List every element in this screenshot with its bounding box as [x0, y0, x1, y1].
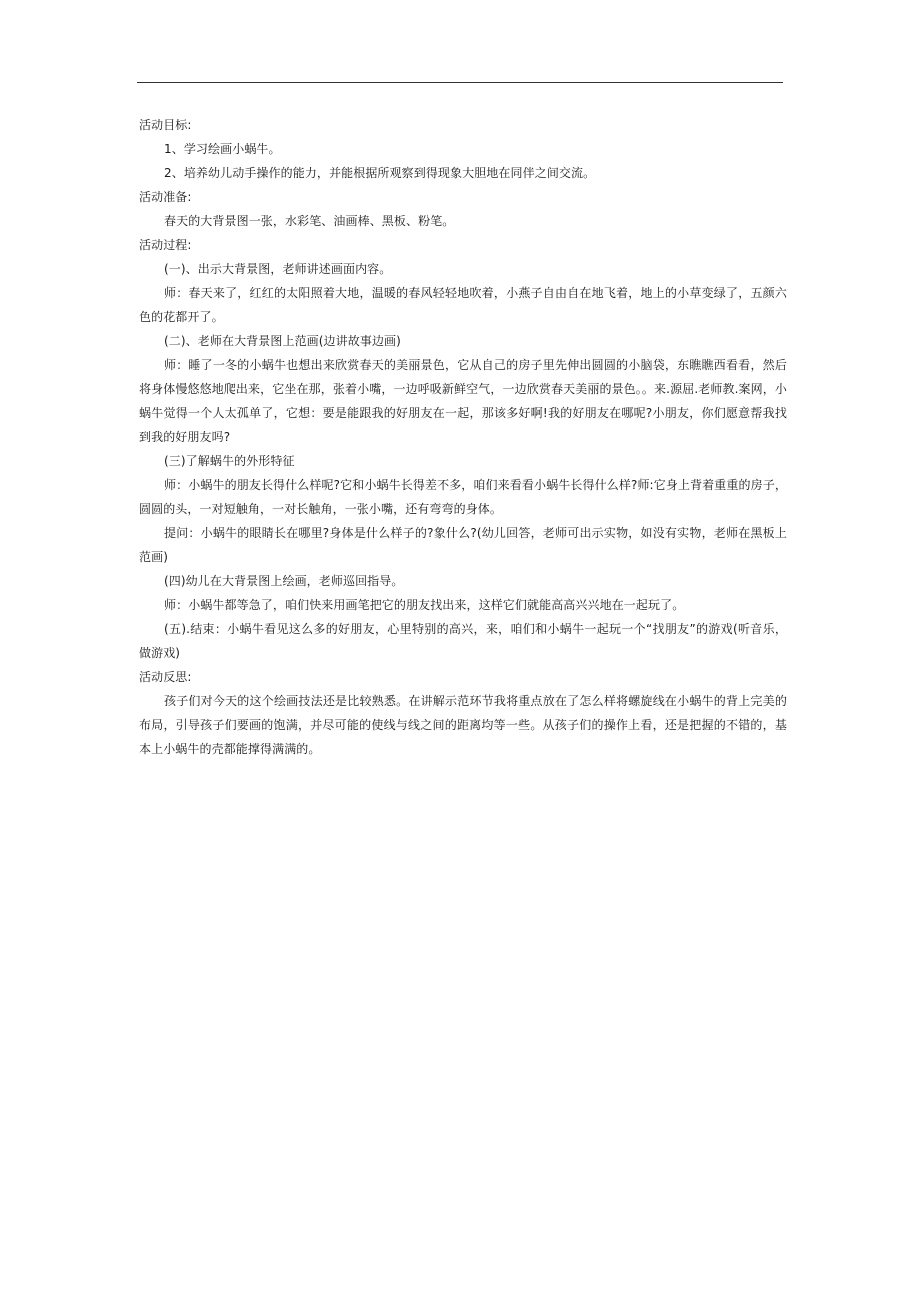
step-1-text: 师：春天来了，红红的太阳照着大地，温暖的春风轻轻地吹着，小燕子自由自在地飞着，地上的小草变绿了，五颜六色的花都开了。	[139, 286, 787, 324]
process-heading: 活动过程:	[139, 238, 192, 252]
prep-text: 春天的大背景图一张，水彩笔、油画棒、黑板、粉笔。	[164, 214, 455, 228]
step-4-text: 师：小蜗牛都等急了，咱们快来用画笔把它的朋友找出来，这样它们就能高高兴兴地在一起玩了。	[164, 598, 685, 612]
step-2-text: 师：睡了一冬的小蜗牛也想出来欣赏春天的美丽景色，它从自己的房子里先伸出圆圆的小脑袋，东瞧瞧西看看，然后将身体慢悠悠地爬出来，它坐在那，张着小嘴，一边呼吸新鲜空气，一边欣赏春天美丽的景色。。来.源屈.老师教.案网，小蜗牛觉得一个人太孤单了，它想：要是能跟我的好朋友在一起，那该多好啊!我的好朋友在哪呢?小朋友，你们愿意帮我找到我的好朋友吗?	[139, 358, 787, 444]
goal-2: 2、培养幼儿动手操作的能力，并能根据所观察到得现象大胆地在同伴之间交流。	[164, 166, 596, 180]
step-3-text: 师：小蜗牛的朋友长得什么样呢?它和小蜗牛长得差不多，咱们来看看小蜗牛长得什么样?师:它身上背着重重的房子，圆圆的头，一对短触角，一对长触角，一张小嘴，还有弯弯的身体。	[139, 478, 787, 516]
step-3-heading: (三)了解蜗牛的外形特征	[164, 454, 295, 468]
reflection-heading: 活动反思:	[139, 670, 192, 684]
step-4-heading: (四)幼儿在大背景图上绘画，老师巡回指导。	[164, 574, 404, 588]
reflection-text: 孩子们对今天的这个绘画技法还是比较熟悉。在讲解示范环节我将重点放在了怎么样将螺旋线在小蜗牛的背上完美的布局，引导孩子们要画的饱满，并尽可能的使线与线之间的距离均等一些。从孩子们的操作上看，还是把握的不错的，基本上小蜗牛的壳都能撑得满满的。	[139, 694, 787, 756]
header-rule	[137, 82, 783, 83]
step-1-heading: (一)、出示大背景图，老师讲述画面内容。	[164, 262, 392, 276]
goals-heading: 活动目标:	[139, 118, 192, 132]
step-3-question: 提问：小蜗牛的眼睛长在哪里?身体是什么样子的?象什么?(幼儿回答，老师可出示实物，如没有实物，老师在黑板上范画)	[139, 526, 787, 564]
step-2-heading: (二)、老师在大背景图上范画(边讲故事边画)	[164, 334, 401, 348]
lesson-plan-body	[139, 113, 787, 761]
goal-1: 1、学习绘画小蜗牛。	[164, 142, 281, 156]
step-5-text: (五).结束：小蜗牛看见这么多的好朋友，心里特别的高兴，来，咱们和小蜗牛一起玩一个“找朋友”的游戏(听音乐，做游戏)	[139, 622, 787, 660]
prep-heading: 活动准备:	[139, 190, 192, 204]
